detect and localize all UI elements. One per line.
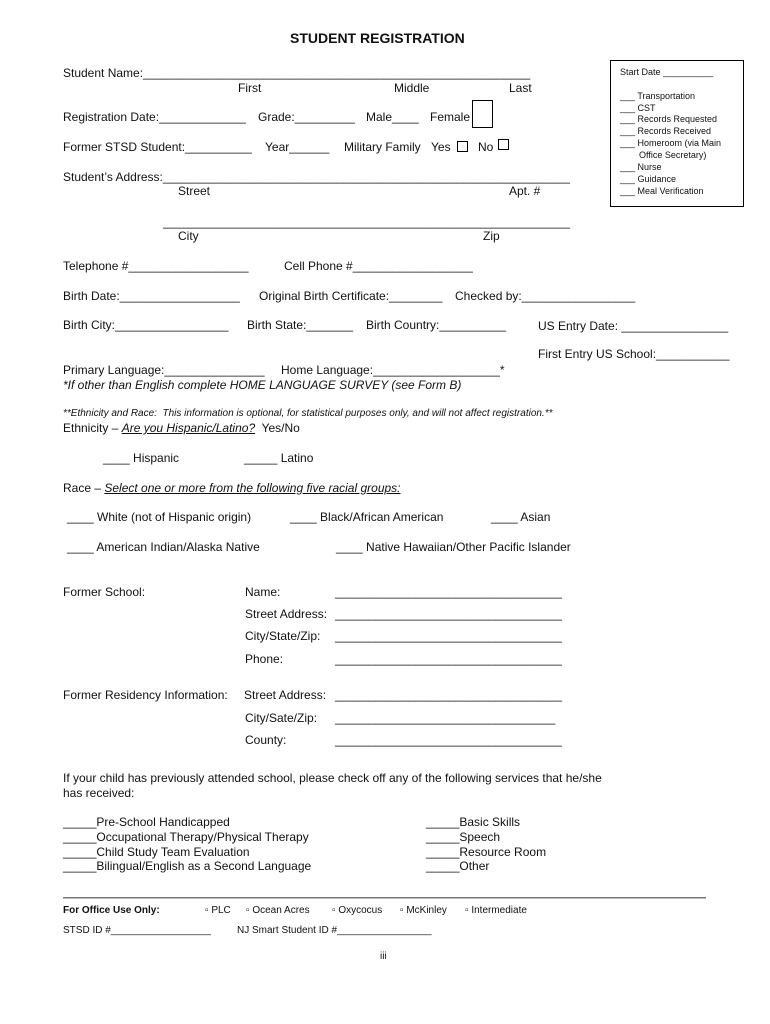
start-date-field[interactable]: Start Date __________ bbox=[620, 67, 714, 77]
office-divider bbox=[63, 897, 706, 898]
former-school-label: Former School: bbox=[63, 585, 146, 599]
school-option-intermediate[interactable] bbox=[465, 905, 527, 917]
page-title: STUDENT REGISTRATION bbox=[290, 30, 465, 46]
former-school-city-field[interactable]: __________________________________ bbox=[335, 629, 562, 643]
school-option-label: Intermediate bbox=[471, 905, 527, 916]
former-school-city-label: City/State/Zip: bbox=[245, 629, 321, 643]
telephone-field[interactable]: Telephone #__________________ bbox=[63, 259, 249, 273]
former-residency-street-label: Street Address: bbox=[244, 688, 327, 702]
service-bilingual-esl[interactable]: _____Bilingual/English as a Second Language bbox=[63, 859, 312, 873]
checkbox-icon: ▫ bbox=[400, 905, 404, 916]
ethnicity-notice: **Ethnicity and Race: This information is optional, for statistical purposes only, and will not affect registration.** bbox=[63, 408, 553, 419]
former-residency-city-field[interactable]: _________________________________ bbox=[335, 711, 556, 725]
zip-caption: Zip bbox=[483, 229, 500, 243]
hispanic-option[interactable]: ____ Hispanic bbox=[103, 451, 180, 465]
school-option-label: Ocean Acres bbox=[252, 905, 310, 916]
first-entry-us-school-field[interactable]: First Entry US School:___________ bbox=[538, 347, 730, 361]
checklist-guidance[interactable]: ___ Guidance bbox=[620, 174, 677, 184]
home-language-field[interactable]: Home Language:___________________* bbox=[281, 363, 505, 377]
race-american-indian-option[interactable]: ____ American Indian/Alaska Native bbox=[67, 540, 260, 554]
services-intro: If your child has previously attended school, please check off any of the following services that he/she bbox=[63, 771, 602, 785]
year-field[interactable]: Year______ bbox=[265, 140, 330, 154]
ethnicity-question-line bbox=[63, 421, 300, 435]
former-school-phone-label: Phone: bbox=[245, 652, 284, 666]
ethnicity-answer[interactable]: Yes/No bbox=[255, 421, 300, 435]
ethnicity-label: Ethnicity – bbox=[63, 421, 122, 435]
middle-name-caption: Middle bbox=[394, 81, 430, 95]
birth-city-field[interactable]: Birth City:_________________ bbox=[63, 318, 229, 332]
former-residency-county-field[interactable]: __________________________________ bbox=[335, 733, 562, 747]
race-instruction: Select one or more from the following five racial groups: bbox=[104, 481, 401, 495]
school-option-mckinley[interactable] bbox=[400, 905, 447, 917]
cell-phone-field[interactable]: Cell Phone #__________________ bbox=[284, 259, 473, 273]
us-entry-date-field[interactable]: US Entry Date: ________________ bbox=[538, 319, 729, 333]
checklist-homeroom-note: Office Secretary) bbox=[639, 150, 707, 160]
checkbox-icon: ▫ bbox=[465, 905, 469, 916]
address-line-2[interactable]: _____________________________________________________________ bbox=[163, 215, 571, 229]
former-school-street-field[interactable]: __________________________________ bbox=[335, 607, 562, 621]
female-label: Female bbox=[430, 110, 471, 124]
military-family-label: Military Family bbox=[344, 140, 421, 154]
checklist-meal-verification[interactable]: ___ Meal Verification bbox=[620, 186, 704, 196]
checkbox-icon: ▫ bbox=[205, 905, 209, 916]
race-asian-option[interactable]: ____ Asian bbox=[491, 510, 551, 524]
school-option-plc[interactable] bbox=[205, 905, 231, 917]
former-stsd-student-field[interactable]: Former STSD Student:__________ bbox=[63, 140, 252, 154]
military-yes-label: Yes bbox=[431, 140, 451, 154]
school-option-label: PLC bbox=[211, 905, 231, 916]
student-name-field[interactable]: Student Name:__________________________________________________________ bbox=[63, 66, 531, 80]
checked-by-field[interactable]: Checked by:_________________ bbox=[455, 289, 636, 303]
city-caption: City bbox=[178, 229, 199, 243]
checklist-records-received[interactable]: ___ Records Received bbox=[620, 126, 712, 136]
services-intro-cont: has received: bbox=[63, 786, 135, 800]
service-preschool-handicapped[interactable]: _____Pre-School Handicapped bbox=[63, 815, 230, 829]
checkbox-icon: ▫ bbox=[246, 905, 250, 916]
stsd-id-field[interactable]: STSD ID #__________________ bbox=[63, 925, 211, 936]
apt-caption: Apt. # bbox=[509, 184, 541, 198]
birth-state-field[interactable]: Birth State:_______ bbox=[247, 318, 354, 332]
service-resource-room[interactable]: _____Resource Room bbox=[426, 845, 547, 859]
checklist-cst[interactable]: ___ CST bbox=[620, 103, 656, 113]
service-speech[interactable]: _____Speech bbox=[426, 830, 501, 844]
primary-language-field[interactable]: Primary Language:_______________ bbox=[63, 363, 265, 377]
school-option-label: Oxycocus bbox=[338, 905, 383, 916]
military-no-label: No bbox=[478, 140, 494, 154]
original-birth-certificate-field[interactable]: Original Birth Certificate:________ bbox=[259, 289, 443, 303]
former-school-name-label: Name: bbox=[245, 585, 281, 599]
nj-smart-id-field[interactable]: NJ Smart Student ID #_________________ bbox=[237, 925, 432, 936]
page-number: iii bbox=[380, 951, 387, 962]
checkbox-icon: ▫ bbox=[332, 905, 336, 916]
home-language-note: *If other than English complete HOME LANGUAGE SURVEY (see Form B) bbox=[63, 378, 462, 392]
school-option-label: McKinley bbox=[406, 905, 447, 916]
former-residency-city-label: City/Sate/Zip: bbox=[245, 711, 318, 725]
checklist-homeroom[interactable]: ___ Homeroom (via Main bbox=[620, 138, 722, 148]
service-basic-skills[interactable]: _____Basic Skills bbox=[426, 815, 521, 829]
service-child-study-team[interactable]: _____Child Study Team Evaluation bbox=[63, 845, 250, 859]
former-school-street-label: Street Address: bbox=[245, 607, 328, 621]
race-hawaiian-option[interactable]: ____ Native Hawaiian/Other Pacific Islander bbox=[336, 540, 571, 554]
race-white-option[interactable]: ____ White (not of Hispanic origin) bbox=[67, 510, 252, 524]
school-option-ocean-acres[interactable] bbox=[246, 905, 310, 917]
last-name-caption: Last bbox=[509, 81, 532, 95]
student-address-field[interactable]: Student’s Address:_____________________________________________________________ bbox=[63, 170, 570, 184]
former-residency-street-field[interactable]: __________________________________ bbox=[335, 688, 562, 702]
female-checkbox[interactable] bbox=[472, 100, 493, 128]
checklist-transportation[interactable]: ___ Transportation bbox=[620, 91, 696, 101]
military-no-checkbox[interactable] bbox=[498, 139, 509, 150]
service-ot-pt[interactable]: _____Occupational Therapy/Physical Therapy bbox=[63, 830, 309, 844]
latino-option[interactable]: _____ Latino bbox=[244, 451, 314, 465]
checklist-records-requested[interactable]: ___ Records Requested bbox=[620, 114, 718, 124]
former-residency-label: Former Residency Information: bbox=[63, 688, 228, 702]
race-label: Race – bbox=[63, 481, 105, 495]
checklist-nurse[interactable]: ___ Nurse bbox=[620, 162, 662, 172]
race-black-option[interactable]: ____ Black/African American bbox=[290, 510, 444, 524]
service-other[interactable]: _____Other bbox=[426, 859, 490, 873]
registration-date-field[interactable]: Registration Date:_____________ bbox=[63, 110, 246, 124]
birth-date-field[interactable]: Birth Date:__________________ bbox=[63, 289, 240, 303]
office-use-label: For Office Use Only: bbox=[63, 905, 160, 916]
school-option-oxycocus[interactable] bbox=[332, 905, 382, 917]
ethnicity-question: Are you Hispanic/Latino? bbox=[121, 421, 256, 435]
birth-country-field[interactable]: Birth Country:__________ bbox=[366, 318, 507, 332]
race-line bbox=[63, 481, 401, 495]
former-school-name-field[interactable]: __________________________________ bbox=[335, 585, 562, 599]
male-field[interactable]: Male____ bbox=[366, 110, 419, 124]
first-name-caption: First bbox=[238, 81, 262, 95]
former-school-phone-field[interactable]: __________________________________ bbox=[335, 652, 562, 666]
street-caption: Street bbox=[178, 184, 211, 198]
former-residency-county-label: County: bbox=[245, 733, 287, 747]
military-yes-checkbox[interactable] bbox=[457, 141, 468, 152]
grade-field[interactable]: Grade:_________ bbox=[258, 110, 355, 124]
